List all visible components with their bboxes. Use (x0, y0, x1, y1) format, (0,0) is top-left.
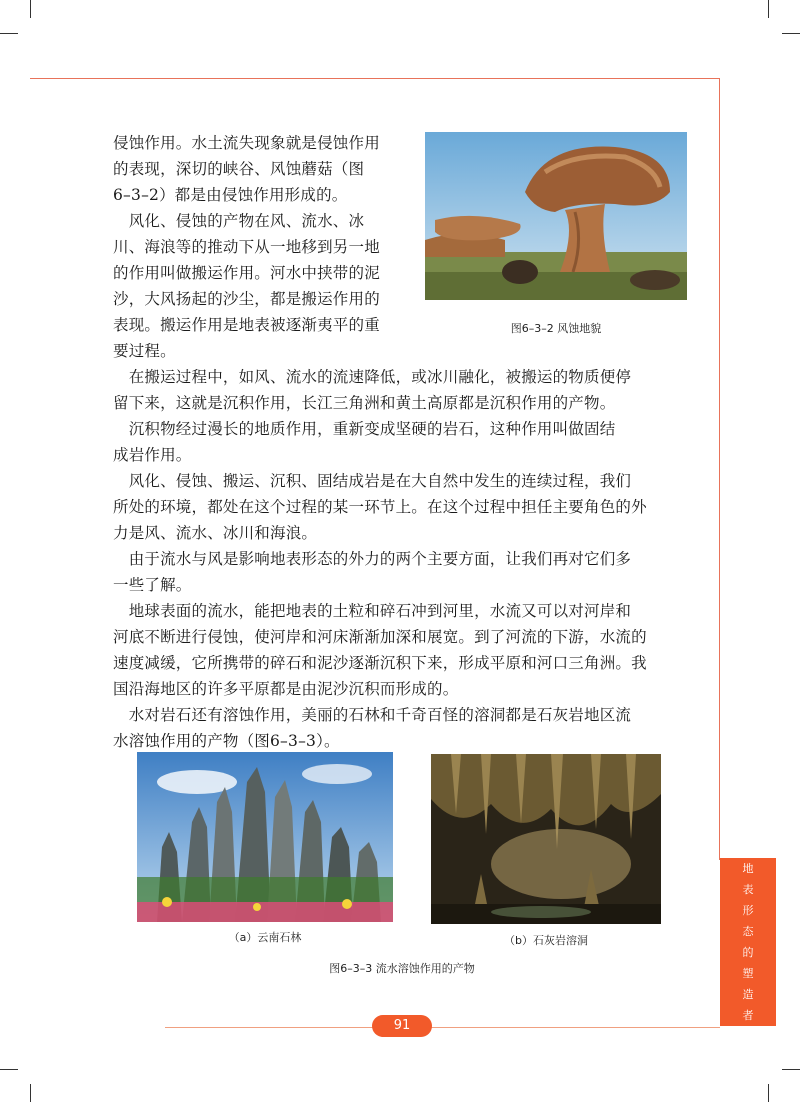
crop-mark (30, 1084, 31, 1102)
text-line: 要过程。 (113, 342, 176, 360)
text-line: 水溶蚀作用的产物（图6–3–3）。 (113, 732, 340, 750)
crop-mark (0, 33, 18, 34)
side-tab-char: 塑 (742, 967, 754, 980)
side-tab-char: 造 (742, 988, 754, 1001)
crop-mark (782, 1069, 800, 1070)
footer-rule (165, 1027, 720, 1028)
text-line: 风化、侵蚀的产物在风、流水、冰 (113, 212, 365, 230)
crop-mark (768, 1084, 769, 1102)
text-line: 水对岩石还有溶蚀作用，美丽的石林和千奇百怪的溶洞都是石灰岩地区流 (113, 706, 632, 724)
figure-caption: 图6–3–3 流水溶蚀作用的产物 (329, 962, 475, 975)
crop-mark (0, 1069, 18, 1070)
figure-subcaption: （b）石灰岩溶洞 (504, 934, 588, 947)
text-line: 的作用叫做搬运作用。河水中挟带的泥 (113, 264, 380, 282)
text-line: 河底不断进行侵蚀，使河岸和河床渐渐加深和展宽。到了河流的下游，水流的 (113, 628, 647, 646)
text-line: 风化、侵蚀、搬运、沉积、固结成岩是在大自然中发生的连续过程，我们 (113, 472, 632, 490)
side-tab-char: 表 (742, 883, 754, 896)
mushroom-rock-photo (425, 132, 687, 300)
crop-mark (768, 0, 769, 18)
crop-mark (782, 33, 800, 34)
text-line: 留下来，这就是沉积作用，长江三角洲和黄土高原都是沉积作用的产物。 (113, 394, 616, 412)
side-tab-char: 者 (742, 1009, 754, 1022)
stone-forest-photo (137, 752, 393, 922)
page-number: 91 (372, 1015, 432, 1037)
side-tab-char: 的 (742, 946, 754, 959)
figure-subcaption: （a）云南石林 (228, 931, 302, 944)
text-line: 的表现，深切的峡谷、风蚀蘑菇（图 (113, 160, 365, 178)
text-line: 一些了解。 (113, 576, 192, 594)
page-frame-top (30, 78, 720, 79)
text-line: 在搬运过程中，如风、流水的流速降低，或冰川融化，被搬运的物质便停 (113, 368, 632, 386)
crop-mark (30, 0, 31, 18)
text-line: 由于流水与风是影响地表形态的外力的两个主要方面，让我们再对它们多 (113, 550, 632, 568)
text-line: 所处的环境，都处在这个过程的某一环节上。在这个过程中担任主要角色的外 (113, 498, 647, 516)
text-line: 成岩作用。 (113, 446, 192, 464)
text-line: 速度减缓，它所携带的碎石和泥沙逐渐沉积下来，形成平原和河口三角洲。我 (113, 654, 647, 672)
limestone-cave-photo (431, 754, 661, 924)
text-line: 表现。搬运作用是地表被逐渐夷平的重 (113, 316, 380, 334)
text-line: 力是风、流水、冰川和海浪。 (113, 524, 318, 542)
text-line: 沙，大风扬起的沙尘，都是搬运作用的 (113, 290, 380, 308)
side-tab-char: 形 (742, 904, 754, 917)
side-tab-char: 地 (742, 862, 754, 875)
text-line: 6–3–2）都是由侵蚀作用形成的。 (113, 186, 348, 204)
chapter-side-tab (720, 858, 776, 1026)
text-line: 地球表面的流水，能把地表的土粒和碎石冲到河里，水流又可以对河岸和 (113, 602, 632, 620)
text-line: 国沿海地区的许多平原都是由泥沙沉积而形成的。 (113, 680, 459, 698)
text-line: 川、海浪等的推动下从一地移到另一地 (113, 238, 380, 256)
text-line: 侵蚀作用。水土流失现象就是侵蚀作用 (113, 134, 380, 152)
text-line: 沉积物经过漫长的地质作用，重新变成坚硬的岩石，这种作用叫做固结 (113, 420, 616, 438)
figure-caption: 图6–3–2 风蚀地貌 (510, 322, 602, 335)
side-tab-char: 态 (742, 925, 754, 938)
page-frame-right (719, 78, 720, 860)
